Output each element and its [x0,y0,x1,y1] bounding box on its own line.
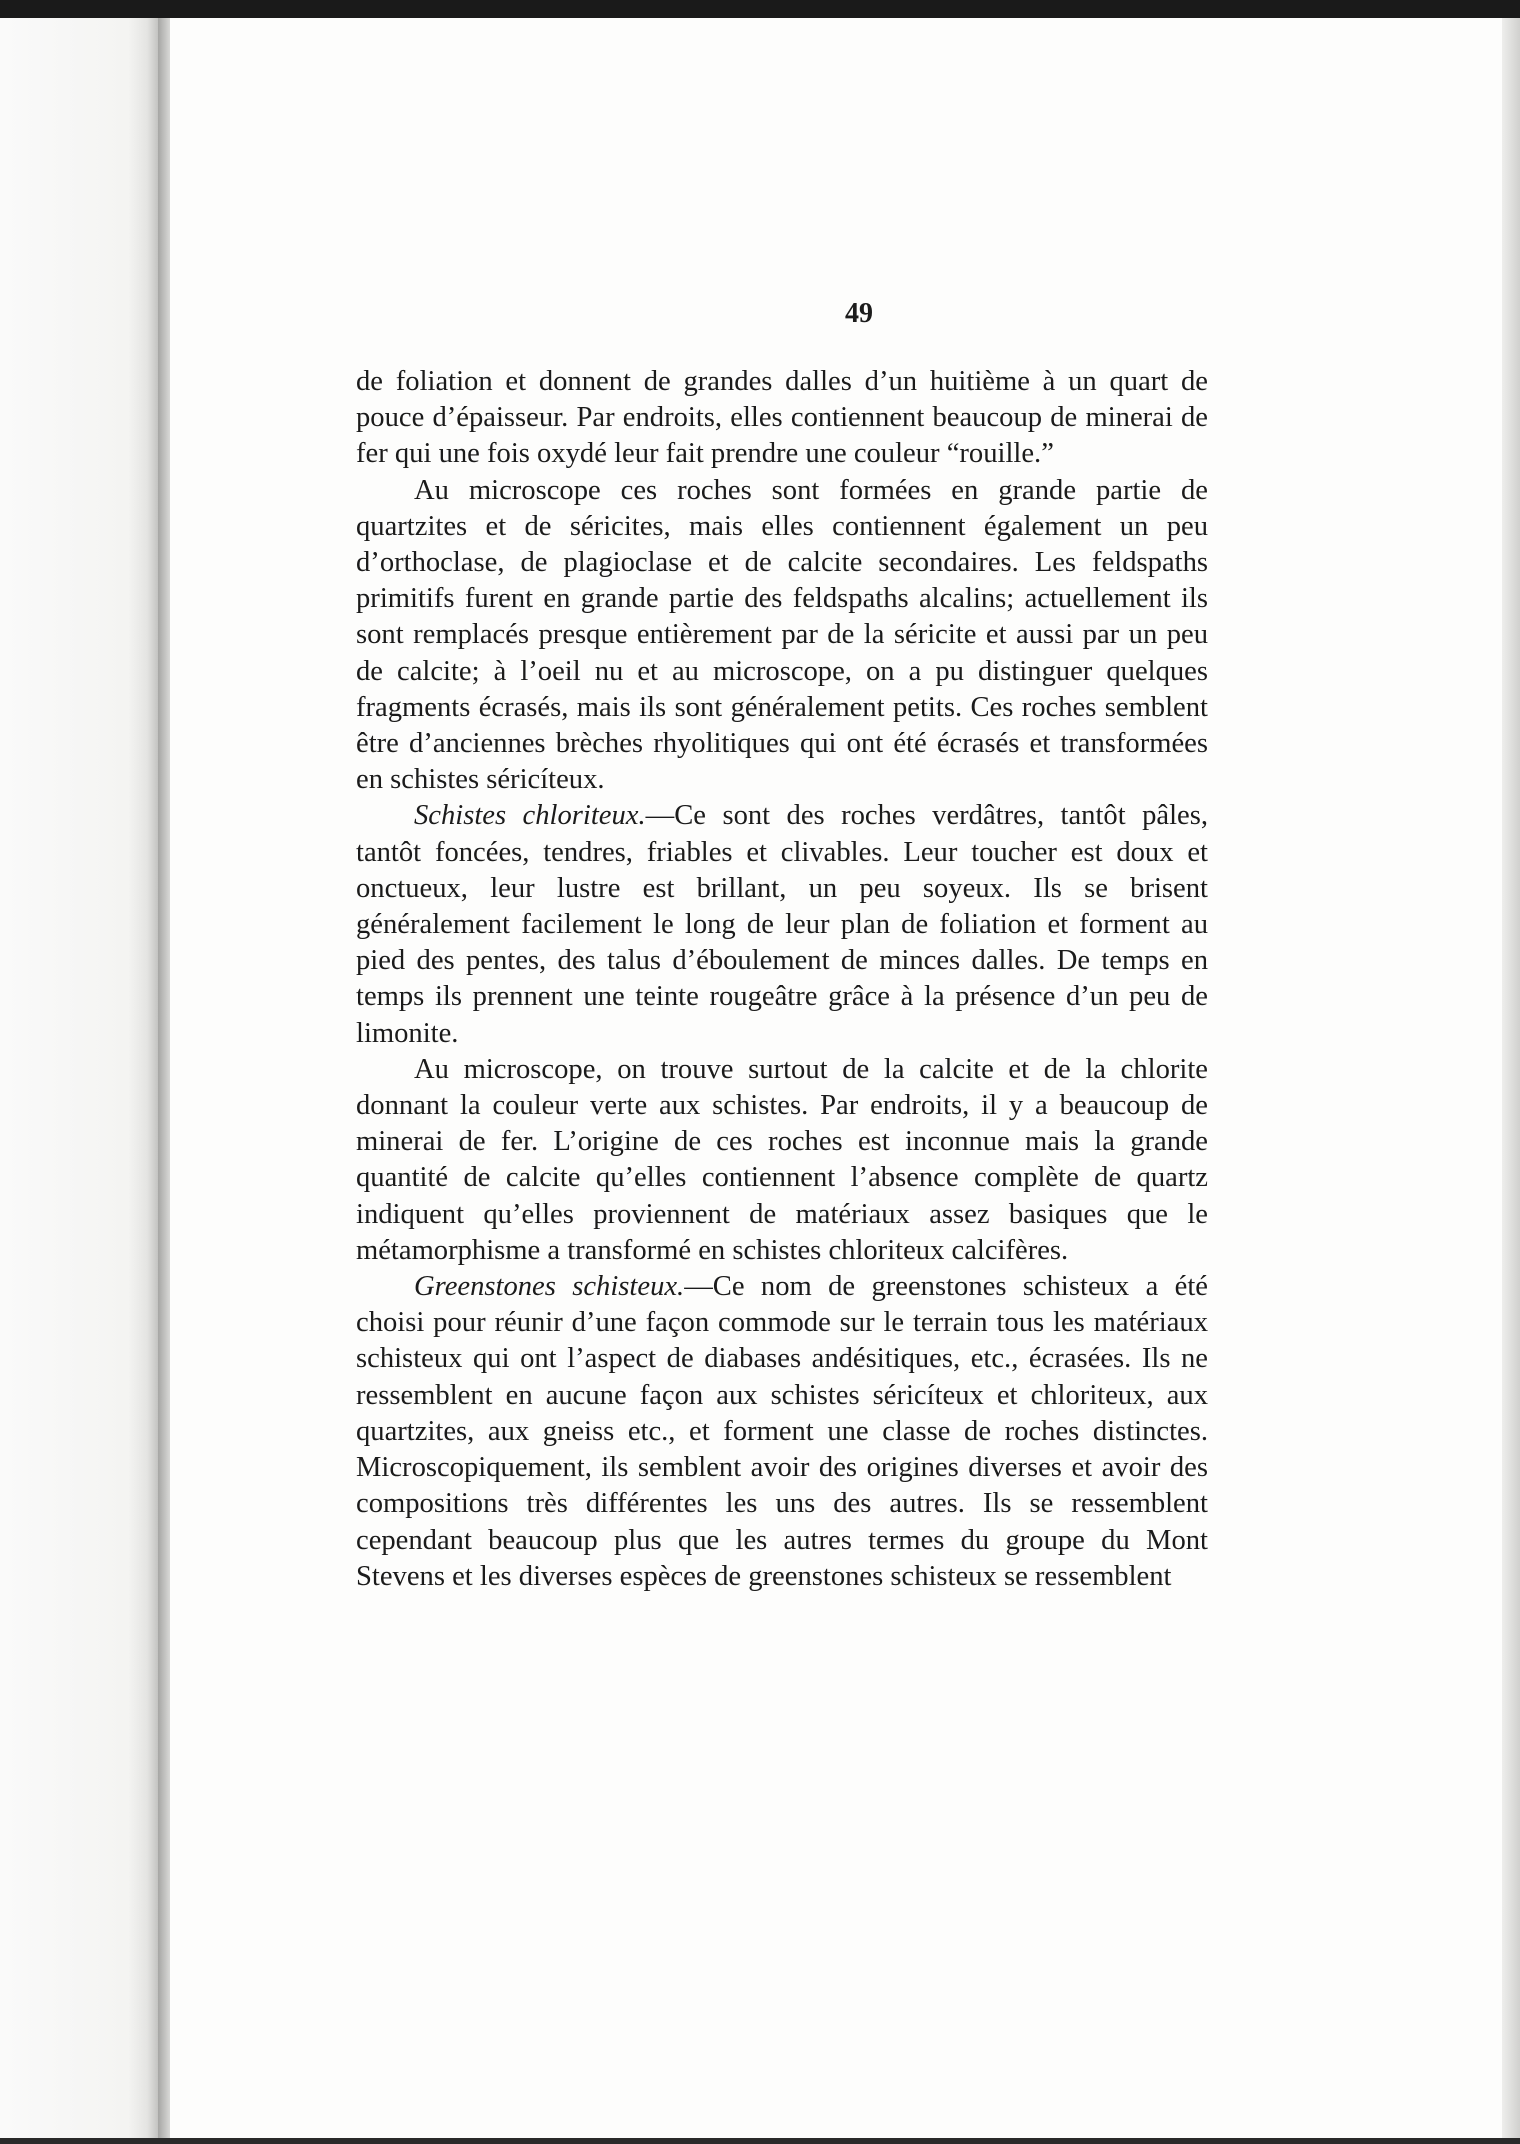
paragraph-text: —Ce sont des roches verdâtres, tantôt pâles, tantôt foncées, tendres, friables et clivables. Leur toucher est doux et onctueux, leur lustre est brillant, un peu soyeux. Ils se brisent généralement facilement le long de leur plan de foliation et forment au pied des pentes, des talus d’éboulement de minces dalles. De temps en temps ils prennent une teinte rougeâtre grâce à la présence d’un peu de limonite. [356,800,1208,1049]
paragraph-4 [356,1052,1208,1269]
paragraph-5 [356,1269,1208,1595]
section-heading-greenstones-schisteux: Greenstones schisteux. [414,1271,685,1303]
paragraph-text: de foliation et donnent de grandes dalles d’un huitième à un quart de pouce d’épaisseur. Par endroits, elles contiennent beaucoup de minerai de fer qui une fois oxydé leur fait prendre une couleur “rouille.” [356,366,1208,470]
body-text [356,364,1208,1595]
left-page-margin [0,18,160,2138]
scan-right-edge [1502,18,1520,2138]
document-page [170,18,1502,2138]
paragraph-3 [356,798,1208,1051]
page-number: 49 [845,298,873,329]
book-spine-gutter [158,18,170,2138]
paragraph-1 [356,364,1208,473]
scan-bottom-edge [0,2138,1520,2144]
paragraph-text: Au microscope, on trouve surtout de la calcite et de la chlorite donnant la couleur verte aux schistes. Par endroits, il y a beaucoup de minerai de fer. L’origine de ces roches est inconnue mais la grande quantité de calcite qu’elles contiennent l’absence complète de quartz indiquent qu’elles proviennent de matériaux assez basiques que le métamorphisme a transformé en schistes chloriteux calcifères. [356,1053,1208,1266]
paragraph-text: —Ce nom de greenstones schisteux a été choisi pour réunir d’une façon commode sur le terrain tous les matériaux schisteux qui ont l’aspect de diabases andésitiques, etc., écrasées. Ils ne ressemblent en aucune façon aux schistes séricíteux et chloriteux, aux quartzites, aux gneiss etc., et forment une classe de roches distinctes. Microscopiquement, ils semblent avoir des origines diverses et avoir des compositions très différentes les uns des autres. Ils se ressemblent cependant beaucoup plus que les autres termes du groupe du Mont Stevens et les diverses espèces de greenstones schisteux se ressemblent [356,1271,1208,1592]
scan-top-edge [0,0,1520,18]
paragraph-2 [356,473,1208,799]
paragraph-text: Au microscope ces roches sont formées en grande partie de quartzites et de séricites, mais elles contiennent également un peu d’orthoclase, de plagioclase et de calcite secondaires. Les feldspaths primitifs furent en grande partie des feldspaths alcalins; actuellement ils sont remplacés presque entièrement par de la séricite et aussi par un peu de calcite; à l’oeil nu et au microscope, on a pu distinguer quelques fragments écrasés, mais ils sont généralement petits. Ces roches semblent être d’anciennes brèches rhyolitiques qui ont été écrasés et transformées en schistes séricíteux. [356,474,1208,796]
section-heading-schistes-chloriteux: Schistes chloriteux. [414,800,646,832]
